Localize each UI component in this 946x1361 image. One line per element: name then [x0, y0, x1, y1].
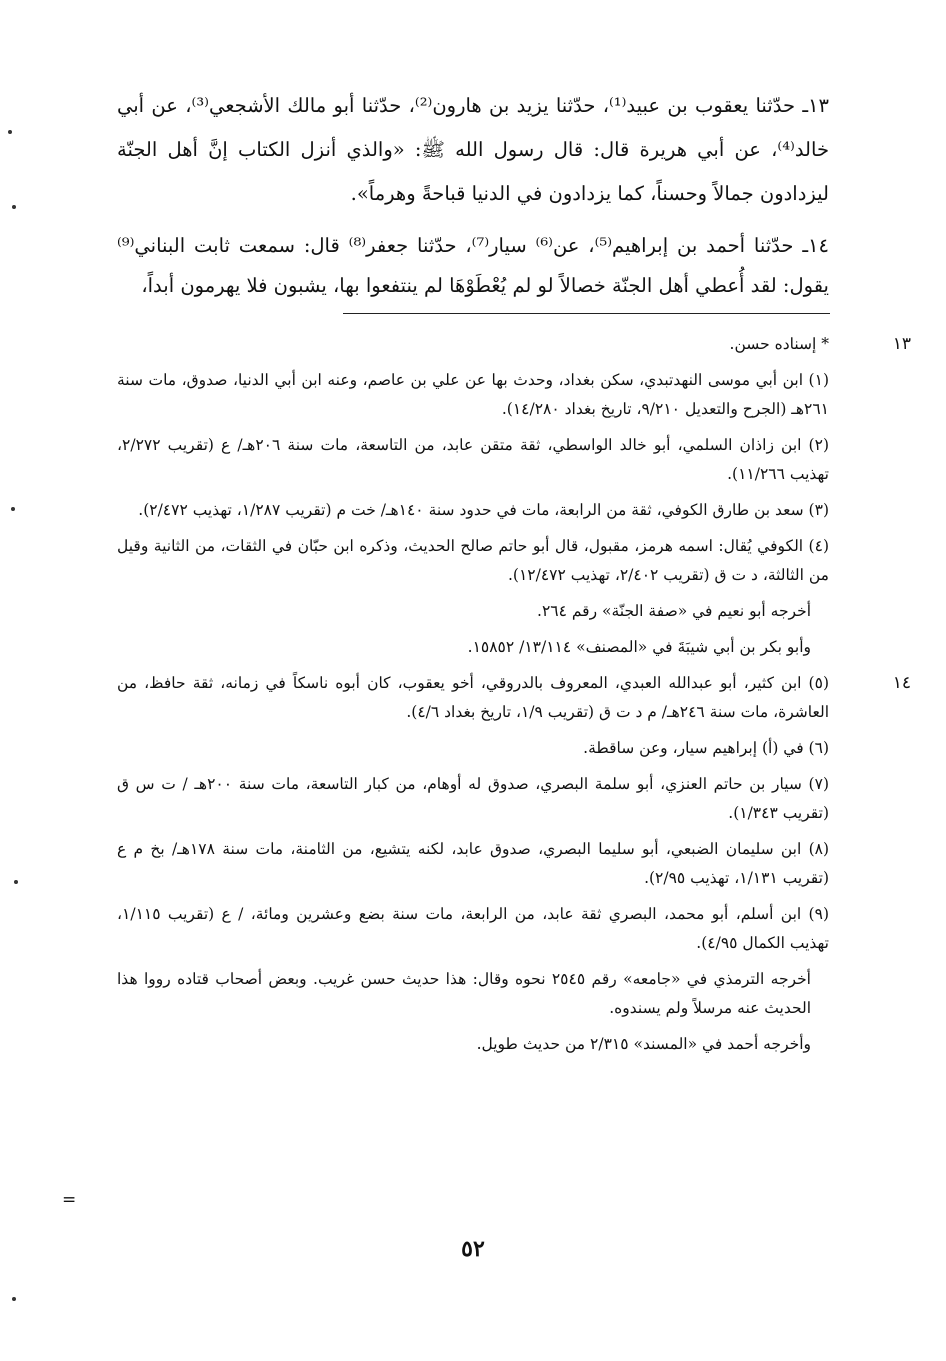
hadith-14: ١٤ـ حدّثنا أحمد بن إبراهيم⁽⁵⁾، عن⁽⁶⁾ سيار⁽⁷⁾، حدّثنا جعفر⁽⁸⁾ قال: سمعت ثابت البناني⁽⁹⁾ يقول: لقد أُعطي أهل الجنّة خصالاً لو لم يُعْطَوْهَا لم ينتفعوا بها، يشبون فلا يهرمون أبداً، [117, 234, 829, 297]
footnote-13-reference-1: أخرجه أبو نعيم في «صفة الجنّة» رقم ٢٦٤. [537, 602, 811, 620]
footnote-5: (٥) ابن كثير، أبو عبدالله العبدي، المعروف بالدروقي، أخو يعقوب، كان أبوه ناسكاً في زمانه، ثقة حافظ، من العاشرة، مات سنة ٢٤٦هـ/ م د ت ق (تقريب ١/٩، تاريخ بغداد ٤/٦). [117, 674, 829, 721]
footnote-marker-14: ١٤ [892, 673, 911, 693]
footnote-13-grade: * إسناده حسن. [729, 335, 829, 353]
footnote-7: (٧) سيار بن حاتم العنزي، أبو سلمة البصري، صدوق له أوهام، من كبار التاسعة، مات سنة ٢٠٠هـ / ت س ق (تقريب ١/٣٤٣). [117, 775, 829, 822]
footnotes [117, 330, 911, 1066]
footnote-marker-13: ١٣ [892, 334, 911, 354]
scan-speck [12, 205, 16, 209]
footnote-14-reference-2: وأخرجه أحمد في «المسند» ٢/٣١٥ من حديث طويل. [476, 1035, 811, 1053]
footnote-14-reference-1: أخرجه الترمذي في «جامعه» رقم ٢٥٤٥ نحوه وقال: هذا حديث حسن غريب. وبعض أصحاب قتاده رووا هذا الحديث عنه مرسلاً ولم يسندوه. [117, 970, 811, 1017]
footnote-13-header [117, 330, 911, 359]
footnote-1: (١) ابن أبي موسى النهدتبدي، سكن بغداد، وحدث بها عن علي بن عاصم، وعنه ابن أبي الدنيا، صدوق، مات سنة ٢٦١هـ (الجرح والتعديل ٩/٢١٠، تاريخ بغداد ١٤/٢٨٠). [117, 371, 829, 418]
footnote-8: (٨) ابن سليمان الضبعي، أبو سليما البصري، صدوق عابد، لكنه يتشيع، من الثامنة، مات سنة ١٧٨هـ/ بخ م ع (تقريب ١/١٣١، تهذيب ٢/٩٥). [117, 840, 830, 887]
footnote-9: (٩) ابن أسلم، أبو محمد، البصري ثقة عابد، من الرابعة، مات سنة بضع وعشرين ومائة، / ع (تقريب ١/١١٥، تهذيب الكمال ٤/٩٥). [117, 905, 829, 952]
main-text [117, 84, 829, 310]
footnote-3: (٣) سعد بن طارق الكوفي، ثقة من الرابعة، مات في حدود سنة ١٤٠هـ/ خت م (تقريب ١/٢٨٧، تهذيب ٢/٤٧٢). [138, 501, 829, 519]
footnote-6: (٦) في (أ) إبراهيم سيار، وعن ساقطة. [583, 739, 829, 757]
scan-speck [12, 1297, 16, 1301]
footnote-divider [343, 313, 830, 314]
page-number: ٥٢ [461, 1236, 485, 1262]
scan-speck [14, 880, 18, 884]
hadith-13: ١٣ـ حدّثنا يعقوب بن عبيد⁽¹⁾، حدّثنا يزيد بن هارون⁽²⁾، حدّثنا أبو مالك الأشجعي⁽³⁾، عن أبي خالد⁽⁴⁾، عن أبي هريرة قال: قال رسول الله ﷺ: «والذي أنزل الكتاب إنَّ أهل الجنّة ليزدادون جمالاً وحسناً، كما يزدادون في الدنيا قباحةً وهرماً». [117, 94, 829, 205]
footnote-5-wrapper [117, 669, 911, 727]
scan-speck [8, 130, 12, 134]
footnote-4: (٤) الكوفي يُقال: اسمه هرمز، مقبول، قال أبو حاتم صالح الحديث، وذكره ابن حبّان في الثقات، من الثانية وقيل من الثالثة، د ت ق (تقريب ٢/٤٠٢، تهذيب ١٢/٤٧٢). [117, 537, 829, 584]
footnote-2: (٢) ابن زاذان السلمي، أبو خالد الواسطي، ثقة متقن عابد، من التاسعة، مات سنة ٢٠٦هـ/ ع (تقريب ٢/٢٧٢، تهذيب ١١/٢٦٦). [117, 436, 829, 483]
footnote-13-reference-2: وأبو بكر بن أبي شيبَةَ في «المصنف» ١٣/١١٤/ ١٥٨٥٢. [467, 638, 811, 656]
continuation-mark: = [62, 1190, 77, 1210]
scan-speck [11, 507, 15, 511]
